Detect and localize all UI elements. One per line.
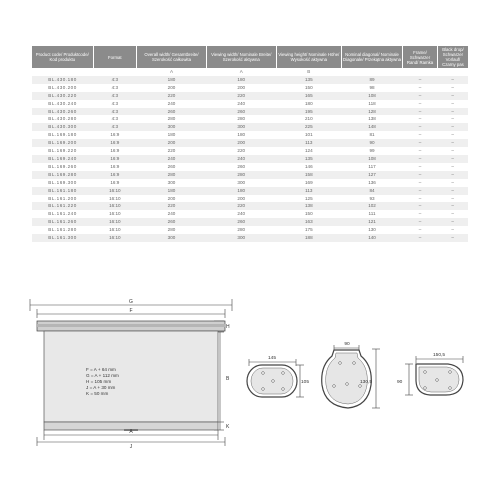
- table-cell: –: [403, 139, 438, 147]
- table-cell: 16:9: [93, 131, 137, 139]
- table-cell: 225: [276, 123, 341, 131]
- table-cell: –: [437, 147, 468, 155]
- table-cell: 113: [276, 187, 341, 195]
- table-cell: 102: [342, 202, 403, 210]
- product-code-cell: BL.430.220: [32, 92, 93, 100]
- table-cell: 93: [342, 195, 403, 203]
- table-cell: 300: [206, 123, 276, 131]
- table-cell: 4:3: [93, 76, 137, 84]
- table-cell: 180: [206, 76, 276, 84]
- header-nominal-diagonal: Nominal diagonal/ Nominale Diagonale/ Przekątna aktywna: [342, 46, 403, 68]
- table-cell: 240: [206, 100, 276, 108]
- product-code-cell: BL.169.220: [32, 147, 93, 155]
- table-cell: 220: [206, 202, 276, 210]
- profile-3-width: 150,5: [432, 353, 446, 358]
- product-code-cell: BL.430.300: [32, 123, 93, 131]
- product-code-cell: BL.169.200: [32, 139, 93, 147]
- table-cell: 260: [206, 218, 276, 226]
- table-cell: 200: [206, 84, 276, 92]
- table-cell: –: [437, 108, 468, 116]
- table-cell: 175: [276, 226, 341, 234]
- table-cell: 200: [137, 195, 207, 203]
- header-black-drop: Black drop/ Schwarzer Vorlauf/ Czarny pas: [437, 46, 468, 68]
- dim-label-k: K: [226, 424, 230, 430]
- product-code-cell: BL.169.180: [32, 131, 93, 139]
- formula-g: G = A + 112 mm: [86, 373, 119, 378]
- table-cell: 240: [137, 100, 207, 108]
- profile-1-height: 105: [301, 380, 310, 385]
- table-cell: 300: [137, 179, 207, 187]
- table-cell: –: [403, 187, 438, 195]
- formula-j: J = A + 30 mm: [86, 385, 116, 390]
- table-cell: 200: [206, 195, 276, 203]
- dim-label-h: H: [226, 324, 230, 330]
- table-cell: 180: [206, 187, 276, 195]
- table-cell: 188: [276, 234, 341, 242]
- formula-k: K = 50 mm: [86, 391, 109, 396]
- header-format: Format: [93, 46, 137, 68]
- dim-label-b: B: [226, 376, 230, 382]
- table-cell: 210: [276, 115, 341, 123]
- table-cell: –: [437, 210, 468, 218]
- table-cell: –: [437, 92, 468, 100]
- table-cell: 200: [206, 139, 276, 147]
- table-cell: –: [403, 100, 438, 108]
- table-cell: 180: [276, 100, 341, 108]
- table-cell: 240: [137, 210, 207, 218]
- table-cell: –: [437, 76, 468, 84]
- table-cell: –: [403, 202, 438, 210]
- table-cell: 113: [276, 139, 341, 147]
- table-cell: 280: [206, 171, 276, 179]
- product-code-cell: BL.161.300: [32, 234, 93, 242]
- table-cell: 124: [276, 147, 341, 155]
- table-cell: 163: [276, 218, 341, 226]
- table-cell: 4:3: [93, 92, 137, 100]
- table-cell: 240: [206, 155, 276, 163]
- unit-cell: A: [206, 68, 276, 76]
- table-cell: 220: [206, 92, 276, 100]
- table-cell: 300: [206, 234, 276, 242]
- table-cell: 165: [276, 92, 341, 100]
- table-cell: 260: [206, 108, 276, 116]
- table-cell: 150: [276, 210, 341, 218]
- profile-1-width: 145: [267, 356, 277, 361]
- table-cell: 180: [137, 131, 207, 139]
- table-cell: 180: [137, 187, 207, 195]
- table-cell: 260: [137, 218, 207, 226]
- product-code-cell: BL.430.180: [32, 76, 93, 84]
- table-cell: 16:10: [93, 187, 137, 195]
- table-cell: 16:10: [93, 210, 137, 218]
- table-cell: –: [437, 139, 468, 147]
- table-cell: –: [403, 163, 438, 171]
- table-cell: 240: [137, 155, 207, 163]
- table-cell: –: [403, 155, 438, 163]
- table-cell: –: [403, 195, 438, 203]
- table-cell: 16:9: [93, 139, 137, 147]
- table-cell: 300: [137, 234, 207, 242]
- table-cell: 138: [342, 115, 403, 123]
- dim-label-a: A: [129, 429, 133, 435]
- table-cell: –: [437, 202, 468, 210]
- profile-2: [322, 341, 380, 408]
- product-code-cell: BL.430.240: [32, 100, 93, 108]
- product-code-cell: BL.169.240: [32, 155, 93, 163]
- table-cell: 84: [342, 187, 403, 195]
- table-cell: 117: [342, 163, 403, 171]
- table-cell: 280: [206, 226, 276, 234]
- table-cell: 146: [276, 163, 341, 171]
- profile-3: [397, 352, 463, 395]
- table-cell: 4:3: [93, 115, 137, 123]
- profile-3-height: 90: [397, 380, 403, 385]
- table-cell: 260: [206, 163, 276, 171]
- table-cell: 200: [137, 139, 207, 147]
- table-cell: 150: [276, 84, 341, 92]
- table-cell: –: [437, 179, 468, 187]
- table-cell: 89: [342, 76, 403, 84]
- table-cell: 4:3: [93, 84, 137, 92]
- table-cell: 16:9: [93, 163, 137, 171]
- product-code-cell: BL.169.280: [32, 171, 93, 179]
- header-viewing-height: Viewing height/ Nominale Höhe/ Wysokość aktywna: [276, 46, 341, 68]
- table-cell: –: [437, 131, 468, 139]
- table-cell: 4:3: [93, 123, 137, 131]
- table-cell: 16:10: [93, 202, 137, 210]
- table-cell: 16:10: [93, 218, 137, 226]
- profile-2-width: 90: [344, 342, 350, 347]
- table-cell: 118: [342, 100, 403, 108]
- header-frame: Frame/ Schwarzer Rand/ Ramka: [403, 46, 438, 68]
- table-cell: –: [437, 84, 468, 92]
- table-cell: –: [403, 76, 438, 84]
- table-cell: 195: [276, 108, 341, 116]
- product-code-cell: BL.161.220: [32, 202, 93, 210]
- table-cell: 16:9: [93, 155, 137, 163]
- table-cell: –: [437, 100, 468, 108]
- table-cell: –: [403, 131, 438, 139]
- table-cell: –: [403, 226, 438, 234]
- table-cell: 16:10: [93, 234, 137, 242]
- table-cell: 158: [276, 171, 341, 179]
- table-cell: 111: [342, 210, 403, 218]
- product-code-cell: BL.430.200: [32, 84, 93, 92]
- table-cell: –: [403, 84, 438, 92]
- table-cell: 81: [342, 131, 403, 139]
- unit-cell: B: [276, 68, 341, 76]
- table-cell: 127: [342, 171, 403, 179]
- table-cell: –: [437, 195, 468, 203]
- dim-label-j: J: [129, 444, 133, 450]
- table-cell: 220: [137, 202, 207, 210]
- table-cell: –: [403, 171, 438, 179]
- table-cell: 16:10: [93, 226, 137, 234]
- table-cell: 125: [276, 195, 341, 203]
- table-cell: 16:9: [93, 171, 137, 179]
- table-cell: 138: [276, 202, 341, 210]
- table-cell: 180: [137, 76, 207, 84]
- product-code-cell: BL.161.260: [32, 218, 93, 226]
- table-cell: 4:3: [93, 108, 137, 116]
- table-cell: 220: [206, 147, 276, 155]
- table-cell: 280: [206, 115, 276, 123]
- product-code-cell: BL.161.240: [32, 210, 93, 218]
- table-cell: –: [437, 155, 468, 163]
- table-cell: –: [403, 210, 438, 218]
- table-cell: –: [403, 147, 438, 155]
- table-cell: –: [403, 108, 438, 116]
- table-cell: 16:10: [93, 195, 137, 203]
- unit-cell: A: [137, 68, 207, 76]
- table-cell: –: [403, 234, 438, 242]
- table-cell: 220: [137, 92, 207, 100]
- header-overall-width: Overall width/ Gesamtbreite/ Szerokość całkowita: [137, 46, 207, 68]
- product-code-cell: BL.169.300: [32, 179, 93, 187]
- table-cell: –: [437, 123, 468, 131]
- table-cell: –: [437, 187, 468, 195]
- product-code-cell: BL.430.260: [32, 108, 93, 116]
- header-product-code: Product code/ Produktcode/ Kod produktu: [32, 46, 93, 68]
- table-cell: 240: [206, 210, 276, 218]
- table-cell: 99: [342, 147, 403, 155]
- table-cell: 280: [137, 171, 207, 179]
- table-cell: 101: [276, 131, 341, 139]
- table-cell: 4:3: [93, 100, 137, 108]
- table-cell: –: [403, 92, 438, 100]
- table-cell: 169: [276, 179, 341, 187]
- product-code-cell: BL.161.200: [32, 195, 93, 203]
- table-cell: –: [437, 226, 468, 234]
- table-cell: –: [437, 163, 468, 171]
- table-cell: 121: [342, 218, 403, 226]
- table-cell: 135: [276, 155, 341, 163]
- table-cell: 300: [206, 179, 276, 187]
- formula-h: H = 105 mm: [86, 379, 112, 384]
- table-cell: –: [437, 115, 468, 123]
- table-cell: –: [437, 218, 468, 226]
- product-code-cell: BL.161.180: [32, 187, 93, 195]
- dim-label-f: F: [129, 308, 133, 314]
- table-cell: 136: [342, 179, 403, 187]
- product-code-cell: BL.161.280: [32, 226, 93, 234]
- table-cell: 220: [137, 147, 207, 155]
- table-cell: 135: [276, 76, 341, 84]
- table-cell: 128: [342, 108, 403, 116]
- table-cell: 260: [137, 163, 207, 171]
- table-cell: –: [437, 234, 468, 242]
- table-cell: 260: [137, 108, 207, 116]
- table-cell: 280: [137, 115, 207, 123]
- table-cell: 90: [342, 139, 403, 147]
- profile-1: [247, 355, 309, 397]
- formula-f: F = A + 64 mm: [86, 367, 116, 372]
- table-cell: 300: [137, 123, 207, 131]
- table-cell: –: [403, 218, 438, 226]
- table-cell: –: [403, 123, 438, 131]
- product-code-cell: BL.169.260: [32, 163, 93, 171]
- table-cell: 108: [342, 92, 403, 100]
- header-viewing-width: Viewing width/ Nominale Breite/ Szerokość aktywna: [206, 46, 276, 68]
- table-cell: –: [403, 179, 438, 187]
- table-cell: 16:9: [93, 147, 137, 155]
- dim-label-g: G: [129, 299, 133, 305]
- product-code-cell: BL.430.280: [32, 115, 93, 123]
- table-cell: –: [437, 171, 468, 179]
- table-cell: 108: [342, 155, 403, 163]
- table-cell: –: [403, 115, 438, 123]
- table-cell: 200: [137, 84, 207, 92]
- table-cell: 280: [137, 226, 207, 234]
- table-cell: 16:9: [93, 179, 137, 187]
- profile-2-height: 130,5: [360, 380, 373, 385]
- table-cell: 98: [342, 84, 403, 92]
- table-cell: 130: [342, 226, 403, 234]
- table-cell: 140: [342, 234, 403, 242]
- table-cell: 148: [342, 123, 403, 131]
- table-cell: 180: [206, 131, 276, 139]
